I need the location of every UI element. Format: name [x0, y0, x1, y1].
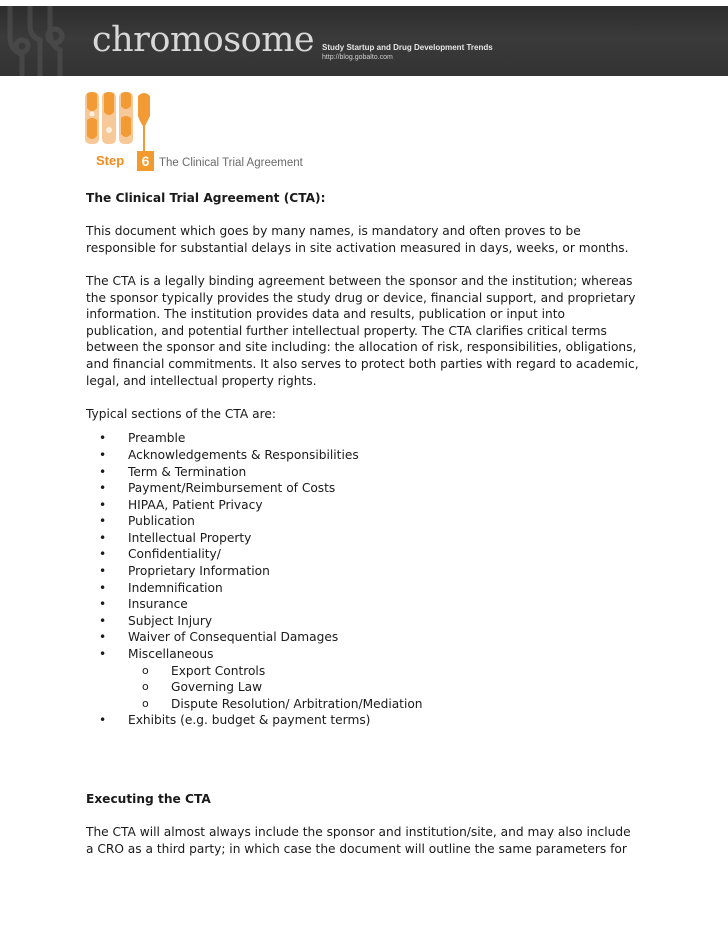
paragraph-line: legal, and intellectual property rights. — [86, 373, 317, 388]
paragraph-line: the sponsor typically provides the study drug or device, financial support, and proprietary — [86, 290, 636, 305]
sub-list-item: o Dispute Resolution/ Arbitration/Mediation — [142, 696, 423, 711]
list-item: • Indemnification — [99, 580, 223, 595]
misc-sublist — [86, 663, 646, 713]
step-number-badge: 6 — [137, 151, 154, 171]
paragraph-line: information. The institution provides data and results, publication or input into — [86, 307, 565, 322]
bullet-icon: • — [99, 630, 107, 645]
bullet-icon: • — [99, 547, 107, 562]
list-item: • Term & Termination — [99, 464, 247, 479]
bullet-icon: • — [99, 647, 107, 662]
list-item: • Miscellaneous — [99, 647, 214, 662]
bullet-icon: • — [99, 481, 107, 496]
paragraph-line: between the sponsor and site including: the allocation of risk, responsibilities, obligations, — [86, 340, 637, 355]
bullet-icon: • — [99, 580, 107, 595]
bullet-icon: • — [99, 713, 107, 728]
bullet-icon: • — [99, 431, 107, 446]
bullet-icon: • — [99, 464, 107, 479]
sections-intro: Typical sections of the CTA are: — [86, 406, 276, 421]
section-heading-executing: Executing the CTA — [86, 792, 211, 806]
paragraph-line: The CTA will almost always include the sponsor and institution/site, and may also include — [86, 825, 631, 840]
list-item: • Acknowledgements & Responsibilities — [99, 447, 359, 462]
list-item: • Subject Injury — [99, 613, 213, 628]
circle-bullet-icon: o — [142, 680, 149, 694]
list-item: • Intellectual Property — [99, 530, 252, 545]
document-body — [86, 190, 646, 857]
list-item: • HIPAA, Patient Privacy — [99, 497, 263, 512]
paragraph-line: and financial commitments. It also serves to protect both parties with regard to academic, — [86, 356, 639, 371]
step-caption: The Clinical Trial Agreement — [159, 157, 303, 169]
list-item: • Insurance — [99, 597, 188, 612]
step-label: Step — [96, 153, 125, 168]
sections-list-tail — [86, 712, 646, 729]
list-item: • Preamble — [99, 431, 186, 446]
paragraph-line: This document which goes by many names, is mandatory and often proves to be — [86, 224, 581, 239]
list-item: • Publication — [99, 514, 195, 529]
sub-list-item: o Export Controls — [142, 663, 266, 678]
list-item: • Proprietary Information — [99, 564, 270, 579]
chromosome-step-icon — [85, 90, 157, 152]
list-item: • Confidentiality/ — [99, 547, 221, 562]
section-heading: The Clinical Trial Agreement (CTA): — [86, 191, 326, 205]
bullet-icon: • — [99, 613, 107, 628]
bullet-icon: • — [99, 497, 107, 512]
paragraph-line: publication, and potential further intellectual property. The CTA clarifies critical terms — [86, 323, 607, 338]
paragraph-line: The CTA is a legally binding agreement between the sponsor and the institution; whereas — [86, 273, 633, 288]
list-item: • Waiver of Consequential Damages — [99, 630, 339, 645]
bullet-icon: • — [99, 597, 107, 612]
banner-url[interactable]: http://blog.gobalto.com — [322, 54, 393, 61]
sections-list — [86, 430, 646, 662]
list-item: • Exhibits (e.g. budget & payment terms) — [99, 713, 371, 728]
paragraph-line: a CRO as a third party; in which case the document will outline the same parameters for — [86, 841, 627, 856]
header-banner — [0, 6, 728, 76]
sub-list-item: o Governing Law — [142, 680, 263, 695]
circle-bullet-icon: o — [142, 696, 149, 710]
banner-title: chromosome — [92, 20, 315, 60]
circle-bullet-icon: o — [142, 663, 149, 677]
bullet-icon: • — [99, 564, 107, 579]
bullet-icon: • — [99, 530, 107, 545]
chromosome-pattern-icon — [0, 6, 90, 76]
banner-tagline: Study Startup and Drug Development Trends — [322, 43, 493, 52]
paragraph-line: responsible for substantial delays in site activation measured in days, weeks, or months. — [86, 240, 629, 255]
bullet-icon: • — [99, 514, 107, 529]
list-item: • Payment/Reimbursement of Costs — [99, 481, 336, 496]
bullet-icon: • — [99, 447, 107, 462]
